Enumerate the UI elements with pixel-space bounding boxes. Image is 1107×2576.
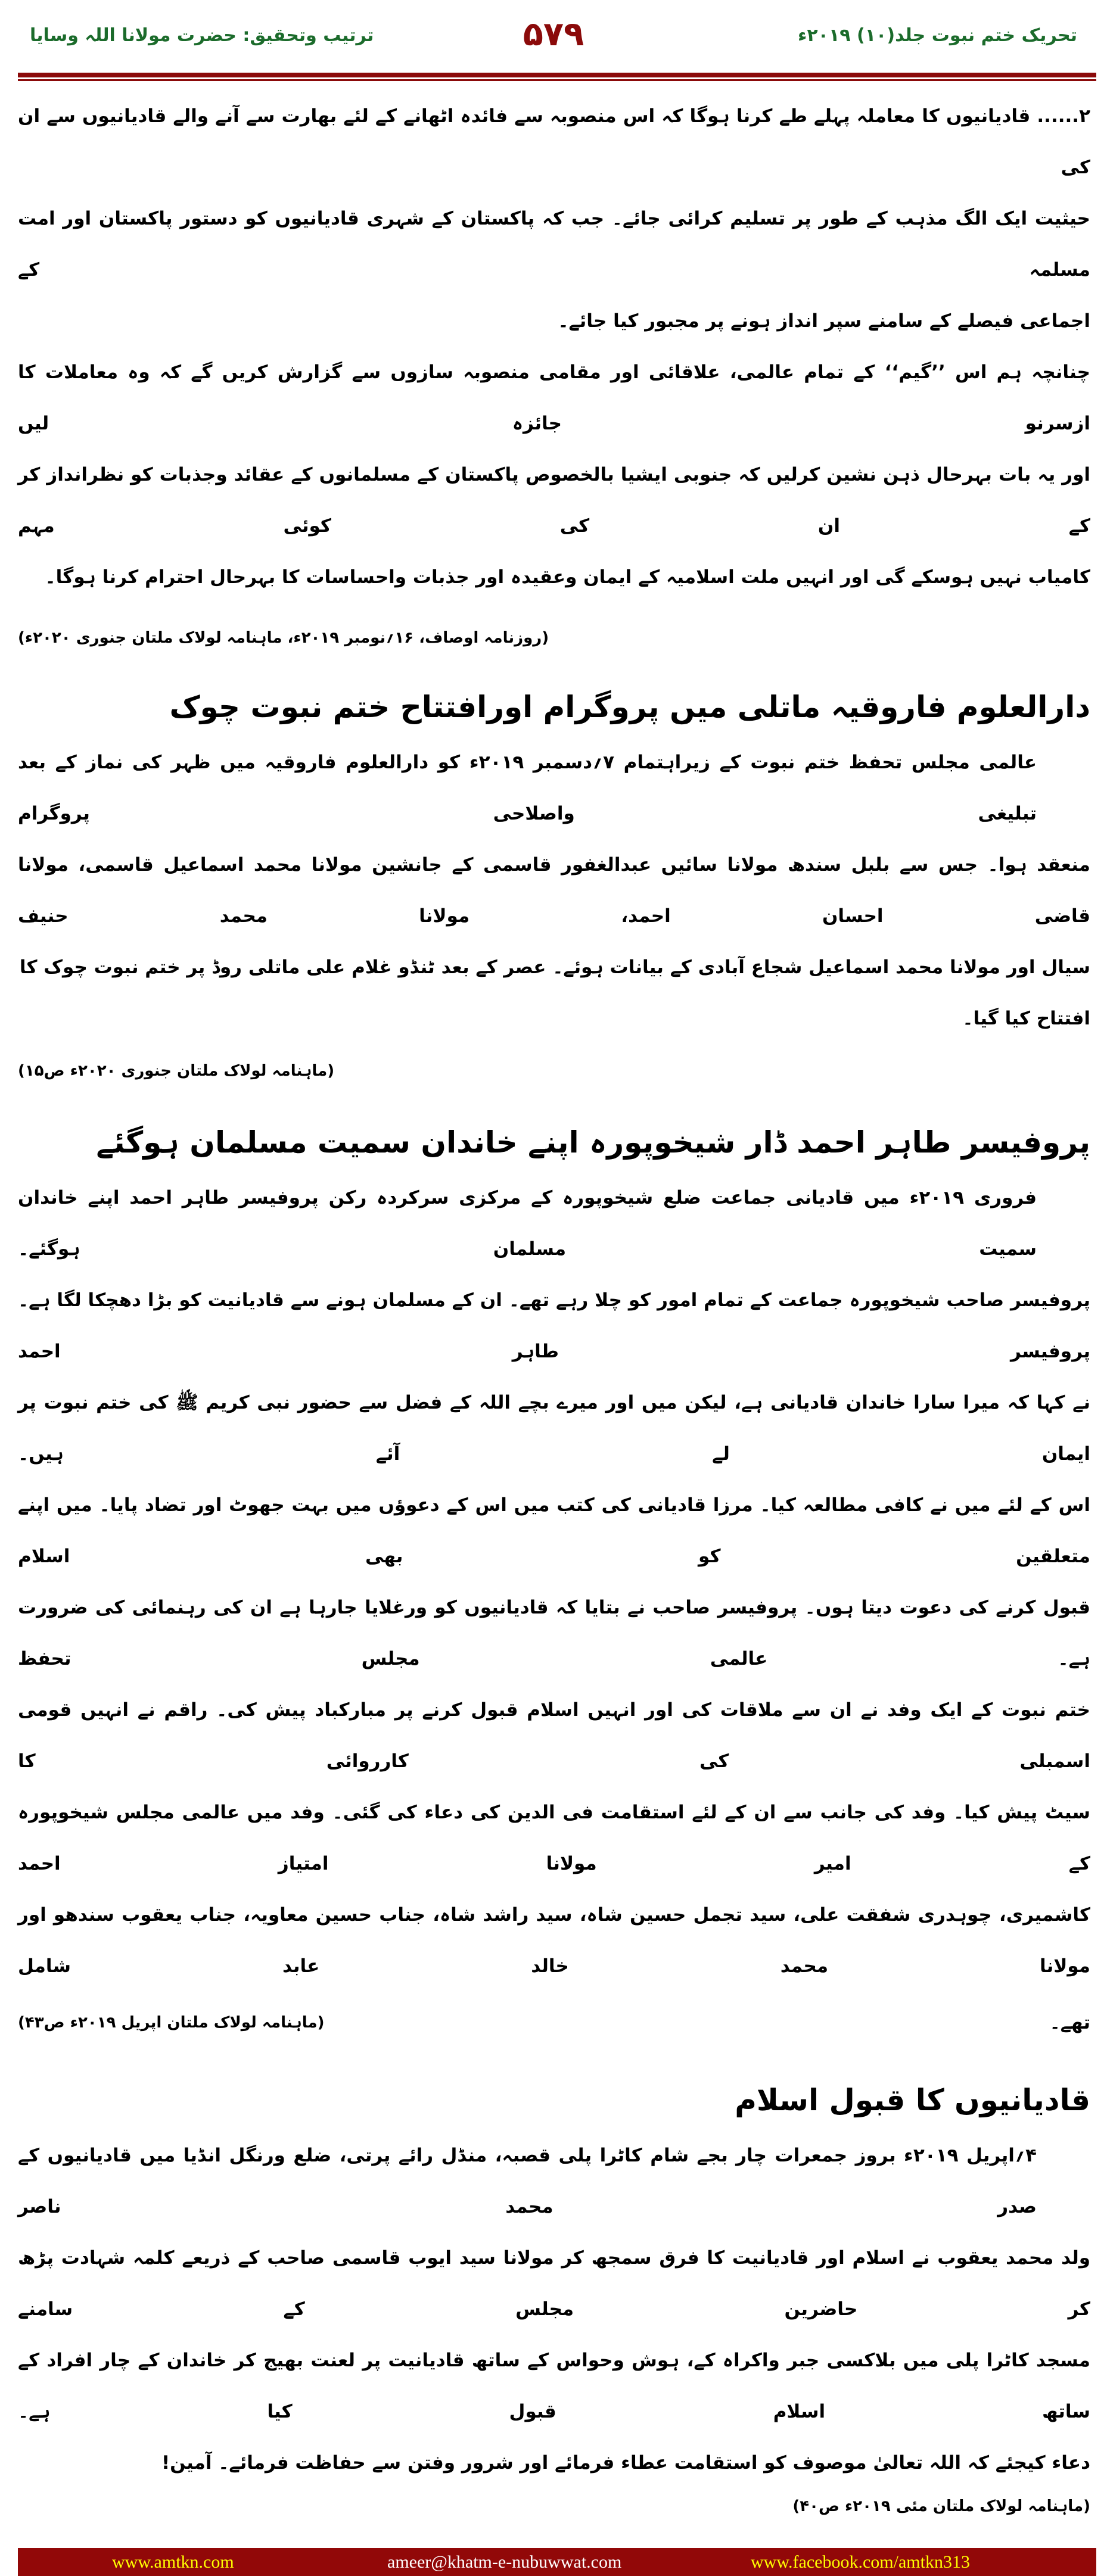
page-header (0, 0, 1107, 91)
book-title: تحریک ختم نبوت جلد(۱۰) ۲۰۱۹ء (797, 25, 1077, 46)
paragraph-line: فروری ۲۰۱۹ء میں قادیانی جماعت ضلع شیخوپورہ کے مرکزی سرکردہ رکن پروفیسر طاہر احمد اپنے خاندان سمیت مسلمان ہوگئے۔ (18, 1187, 1037, 1260)
footer-bar (18, 2548, 1096, 2576)
email-link[interactable]: ameer@khatm-e-nubuwwat.com (387, 2552, 622, 2572)
page-number: ۵۷۹ (523, 15, 584, 54)
paragraph-line: ولد محمد یعقوب نے اسلام اور قادیانیت کا فرق سمجھ کر مولانا سید ایوب قاسمی صاحب کے ذریعے کلمہ شہادت پڑھ کر حاضرین مجلس کے سامنے (18, 2247, 1090, 2320)
paragraph-line: ختم نبوت کے ایک وفد نے ان سے ملاقات کی اور انہیں اسلام قبول کرنے پر مبارکباد پیش کی۔ راقم نے انہیں قومی اسمبلی کی کارروائی کا (18, 1699, 1090, 1772)
paragraph-line: پروفیسر صاحب شیخوپورہ جماعت کے تمام امور کو چلا رہے تھے۔ ان کے مسلمان ہونے سے قادیانیت کو بڑا دھچکا لگا ہے۔ پروفیسر طاہر احمد (18, 1289, 1090, 1362)
paragraph-line: کامیاب نہیں ہوسکے گی اور انہیں ملت اسلامیہ کے ایمان وعقیدہ اور جذبات واحساسات کا بہرحال احترام کرنا ہوگا۔ (45, 566, 1090, 588)
paragraph-line: تھے۔ (1049, 2012, 1090, 2033)
paragraph-line: اجماعی فیصلے کے سامنے سپر انداز ہونے پر مجبور کیا جائے۔ (558, 310, 1090, 332)
paragraph-line: قبول کرنے کی دعوت دیتا ہوں۔ پروفیسر صاحب نے بتایا کہ قادیانیوں کو ورغلایا جارہا ہے ان کی رہنمائی کی ضرورت ہے۔ عالمی مجلس تحفظ (18, 1597, 1090, 1669)
compiler-credit: ترتیب وتحقیق: حضرت مولانا اللہ وسایا (30, 25, 374, 46)
header-rule (18, 73, 1096, 77)
section-heading: قادیانیوں کا قبول اسلام (735, 2083, 1090, 2117)
paragraph-line: منعقد ہوا۔ جس سے بلبل سندھ مولانا سائیں عبدالغفور قاسمی کے جانشین مولانا محمد اسماعیل قاسمی، مولانا قاضی احسان احمد، مولانا محمد حنیف (18, 854, 1090, 927)
paragraph-line: سیال اور مولانا محمد اسماعیل شجاع آبادی کے بیانات ہوئے۔ عصر کے بعد ٹنڈو غلام علی ماتلی روڈ پر ختم نبوت چوک کا افتتاح کیا گیا۔ (19, 957, 1090, 1029)
paragraph-line: سیٹ پیش کیا۔ وفد کی جانب سے ان کے لئے استقامت فی الدین کی دعاء کی گئی۔ وفد میں عالمی مجلس شیخوپورہ کے امیر مولانا امتیاز احمد (18, 1802, 1090, 1874)
section-heading: پروفیسر طاہر احمد ڈار شیخوپورہ اپنے خاندان سمیت مسلمان ہوگئے (96, 1125, 1090, 1160)
paragraph-line: کاشمیری، چوہدری شفقت علی، سید تجمل حسین شاہ، سید راشد شاہ، جناب حسین معاویہ، جناب یعقوب سندھو اور مولانا محمد خالد عابد شامل (18, 1904, 1090, 1977)
paragraph-line: نے کہا کہ میرا سارا خاندان قادیانی ہے، لیکن میں اور میرے بچے اللہ کے فضل سے حضور نبی کریم ﷺ کی ختم نبوت پر ایمان لے آئے ہیں۔ (18, 1392, 1090, 1465)
closing-row (18, 2437, 1090, 2524)
paragraph-line: اس کے لئے میں نے کافی مطالعہ کیا۔ مرزا قادیانی کی کتب میں اس کے دعوؤں میں بہت جھوٹ اور تضاد پایا۔ میں اپنے متعلقین کو بھی اسلام (18, 1494, 1090, 1567)
section-heading: دارالعلوم فاروقیہ ماتلی میں پروگرام اورافتتاح ختم نبوت چوک (169, 690, 1090, 724)
page-body (18, 91, 1090, 2524)
paragraph-line: ۴؍اپریل ۲۰۱۹ء بروز جمعرات چار بجے شام کاٹرا پلی قصبہ، منڈل رائے پرتی، ضلع ورنگل انڈیا میں قادیانیوں کے صدر محمد ناصر (18, 2145, 1037, 2217)
facebook-link[interactable]: www.facebook.com/amtkn313 (751, 2552, 970, 2572)
website-link[interactable]: www.amtkn.com (112, 2552, 234, 2572)
paragraph-line: دعاء کیجئے کہ اللہ تعالیٰ موصوف کو استقامت عطاء فرمائے اور شرور وفتن سے حفاظت فرمائے۔ آمین! (161, 2452, 1090, 2474)
citation: (ماہنامہ لولاک ملتان اپریل ۲۰۱۹ء ص۴۳) (18, 2014, 325, 2032)
citation: (ماہنامہ لولاک ملتان مئی ۲۰۱۹ء ص۴۰) (792, 2497, 1090, 2515)
paragraph-line: ۲...... قادیانیوں کا معاملہ پہلے طے کرنا ہوگا کہ اس منصوبہ سے فائدہ اٹھانے کے لئے بھارت سے آنے والے قادیانیوں سے ان کی (18, 105, 1090, 178)
citation: (روزنامہ اوصاف، ۱۶؍نومبر ۲۰۱۹ء، ماہنامہ لولاک ملتان جنوری ۲۰۲۰ء) (18, 629, 549, 647)
header-rule-thin (18, 79, 1096, 81)
citation: (ماہنامہ لولاک ملتان جنوری ۲۰۲۰ء ص۱۵) (18, 1062, 335, 1080)
paragraph-line: چنانچہ ہم اس ’’گیم‘‘ کے تمام عالمی، علاقائی اور مقامی منصوبہ سازوں سے گزارش کریں گے کہ وہ معاملات کا ازسرنو جائزہ لیں (18, 362, 1090, 434)
paragraph-line: اور یہ بات بہرحال ذہن نشین کرلیں کہ جنوبی ایشیا بالخصوص پاکستان کے مسلمانوں کے عقائد وجذبات کو نظرانداز کر کے ان کی کوئی مہم (18, 464, 1090, 537)
closing-row (18, 1997, 1090, 2048)
paragraph-line: مسجد کاٹرا پلی میں بلاکسی جبر واکراہ کے، ہوش وحواس کے ساتھ قادیانیت پر لعنت بھیج کر خاندان کے چار افراد کے ساتھ اسلام قبول کیا ہے۔ (18, 2350, 1090, 2422)
paragraph-line: عالمی مجلس تحفظ ختم نبوت کے زیراہتمام ۷؍دسمبر ۲۰۱۹ء کو دارالعلوم فاروقیہ میں ظہر کی نماز کے بعد تبلیغی واصلاحی پروگرام (18, 752, 1037, 824)
paragraph-line: حیثیت ایک الگ مذہب کے طور پر تسلیم کرائی جائے۔ جب کہ پاکستان کے شہری قادیانیوں کو دستور پاکستان اور امت مسلمہ کے (18, 208, 1090, 281)
